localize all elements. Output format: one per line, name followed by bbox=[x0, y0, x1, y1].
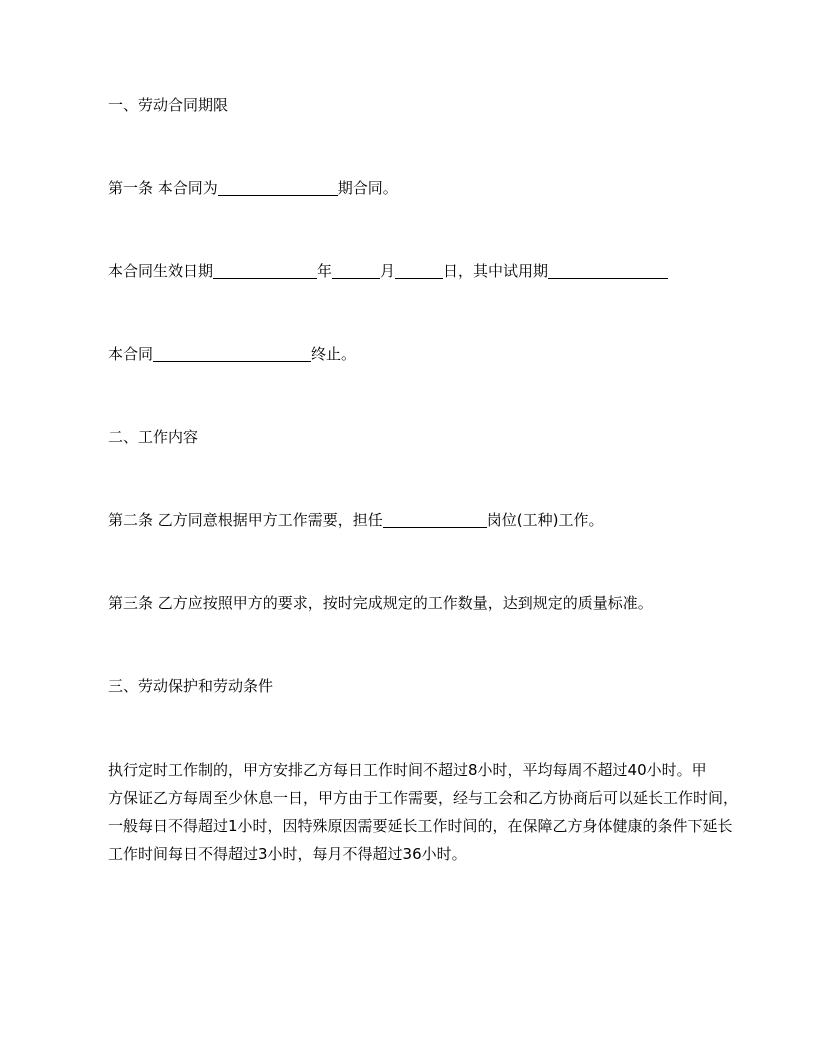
month-blank[interactable] bbox=[332, 262, 380, 279]
article-2-line bbox=[108, 510, 604, 530]
contract-type-blank[interactable] bbox=[218, 179, 338, 196]
working-hours-line-1: 执行定时工作制的，甲方安排乙方每日工作时间不超过8小时，平均每周不超过40小时。甲 bbox=[108, 761, 707, 779]
article-3-line: 第三条 乙方应按照甲方的要求，按时完成规定的工作数量，达到规定的质量标准。 bbox=[108, 594, 653, 612]
article-1-text-b: 期合同。 bbox=[337, 179, 398, 197]
section-heading-contract-term: 一、劳动合同期限 bbox=[108, 96, 229, 114]
termination-line bbox=[108, 344, 356, 364]
termination-blank[interactable] bbox=[153, 345, 311, 362]
section-heading-work-content: 二、工作内容 bbox=[108, 428, 199, 446]
effective-date-year: 年 bbox=[317, 262, 333, 280]
termination-text-a: 本合同 bbox=[108, 345, 154, 363]
effective-date-text-d: 日，其中试用期 bbox=[443, 262, 549, 280]
position-blank[interactable] bbox=[383, 511, 487, 528]
working-hours-paragraph bbox=[108, 756, 748, 868]
section-heading-labor-protection: 三、劳动保护和劳动条件 bbox=[108, 677, 274, 695]
article-1-text-a: 第一条 本合同为 bbox=[108, 179, 218, 197]
day-blank[interactable] bbox=[395, 262, 443, 279]
working-hours-line-4: 工作时间每日不得超过3小时，每月不得超过36小时。 bbox=[108, 845, 467, 863]
year-blank[interactable] bbox=[213, 262, 317, 279]
effective-date-text-a: 本合同生效日期 bbox=[108, 262, 214, 280]
article-1-line bbox=[108, 178, 398, 198]
article-2-text-a: 第二条 乙方同意根据甲方工作需要，担任 bbox=[108, 511, 383, 529]
article-2-text-b: 岗位(工种)工作。 bbox=[486, 511, 604, 529]
effective-date-month: 月 bbox=[380, 262, 396, 280]
termination-text-b: 终止。 bbox=[311, 345, 357, 363]
effective-date-line bbox=[108, 261, 668, 281]
working-hours-line-2: 方保证乙方每周至少休息一日，甲方由于工作需要，经与工会和乙方协商后可以延长工作时间， bbox=[108, 789, 739, 807]
working-hours-line-3: 一般每日不得超过1小时，因特殊原因需要延长工作时间的，在保障乙方身体健康的条件下延长 bbox=[108, 817, 733, 835]
probation-blank[interactable] bbox=[548, 262, 668, 279]
